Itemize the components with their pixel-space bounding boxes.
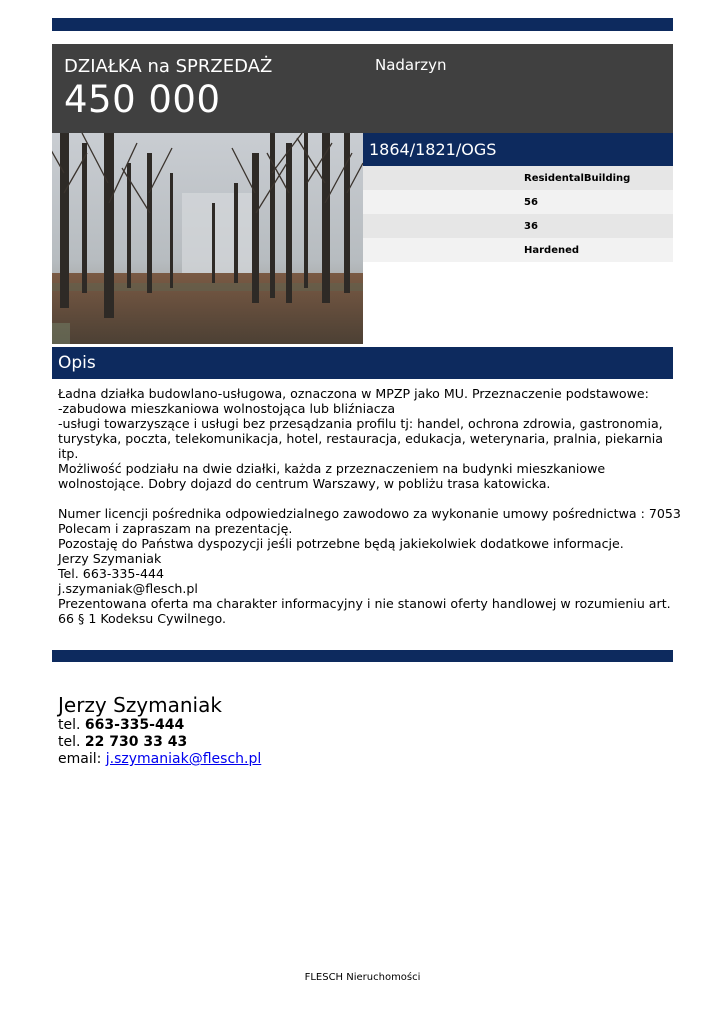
parameter-row: [363, 166, 673, 190]
contact-phone-office: 22 730 33 43: [84, 734, 188, 750]
listing-type: DZIAŁKA na SPRZEDAŻ: [64, 56, 273, 77]
description-line: Jerzy Szymaniak: [58, 551, 162, 566]
description-line: wolnostojące. Dobry dojazd do centrum Warszawy, w pobliżu trasa katowicka.: [58, 476, 551, 491]
listing-header: [52, 44, 673, 133]
parameter-value: ResidentalBuilding: [524, 173, 631, 184]
description-line: j.szymaniak@flesch.pl: [58, 581, 198, 596]
description-line: -zabudowa mieszkaniowa wolnostojąca lub bliźniacza: [58, 401, 396, 416]
parameter-value: 56: [524, 197, 538, 208]
parameter-row: [363, 238, 673, 262]
reference-number: 1864/1821/OGS: [369, 140, 497, 159]
description-text: [58, 386, 681, 626]
description-line: -usługi towarzyszące i usługi bez przesądzania profilu tj: handel, ochrona zdrowia, gastronomia,: [58, 416, 663, 431]
contact-name: Jerzy Szymaniak: [58, 693, 222, 717]
contact-email-link[interactable]: j.szymaniak@flesch.pl: [105, 751, 262, 767]
contact-phone-line: [58, 734, 261, 751]
parameter-row: [363, 190, 673, 214]
description-line: 66 § 1 Kodeksu Cywilnego.: [58, 611, 227, 626]
description-line: [58, 491, 670, 506]
description-line: Polecam i zapraszam na prezentację.: [58, 521, 293, 536]
contact-email-line: [58, 751, 261, 768]
contact-phone-mobile: 663-335-444: [84, 717, 185, 733]
tel-label: tel.: [58, 734, 81, 750]
description-line: Pozostaję do Państwa dyspozycji jeśli potrzebne będą jakiekolwiek dodatkowe informacje.: [58, 536, 624, 551]
description-line: Ładna działka budowlano-usługowa, oznaczona w MPZP jako MU. Przeznaczenie podstawowe:: [58, 386, 649, 401]
top-accent-bar: [52, 18, 673, 31]
description-title: Opis: [58, 353, 96, 373]
description-line: Możliwość podziału na dwie działki, każda z przeznaczeniem na budynki mieszkaniowe: [58, 461, 606, 476]
bottom-accent-bar: [52, 650, 673, 662]
tel-label: tel.: [58, 717, 81, 733]
price: 450 000: [64, 78, 221, 121]
description-header: [52, 347, 673, 379]
footer-company: FLESCH Nieruchomości: [304, 972, 421, 983]
contact-block: [58, 693, 261, 768]
description-line: Tel. 663-335-444: [58, 566, 165, 581]
parameter-row: [363, 214, 673, 238]
description-line: turystyka, poczta, telekomunikacja, hotel, restauracja, edukacja, weterynaria, pralnia, piekarnia: [58, 431, 664, 446]
property-photo: [52, 133, 363, 344]
email-label: email:: [58, 751, 102, 767]
description-line: itp.: [58, 446, 79, 461]
description-line: Prezentowana oferta ma charakter informacyjny i nie stanowi oferty handlowej w rozumieniu art.: [58, 596, 671, 611]
reference-bar: [363, 133, 673, 166]
location: Nadarzyn: [375, 56, 447, 74]
parameter-value: Hardened: [524, 245, 580, 256]
contact-phone-line: [58, 717, 261, 734]
parameter-value: 36: [524, 221, 538, 232]
description-line: Numer licencji pośrednika odpowiedzialnego zawodowo za wykonanie umowy pośrednictwa : 7053: [58, 506, 681, 521]
parameters-table: [363, 166, 673, 262]
